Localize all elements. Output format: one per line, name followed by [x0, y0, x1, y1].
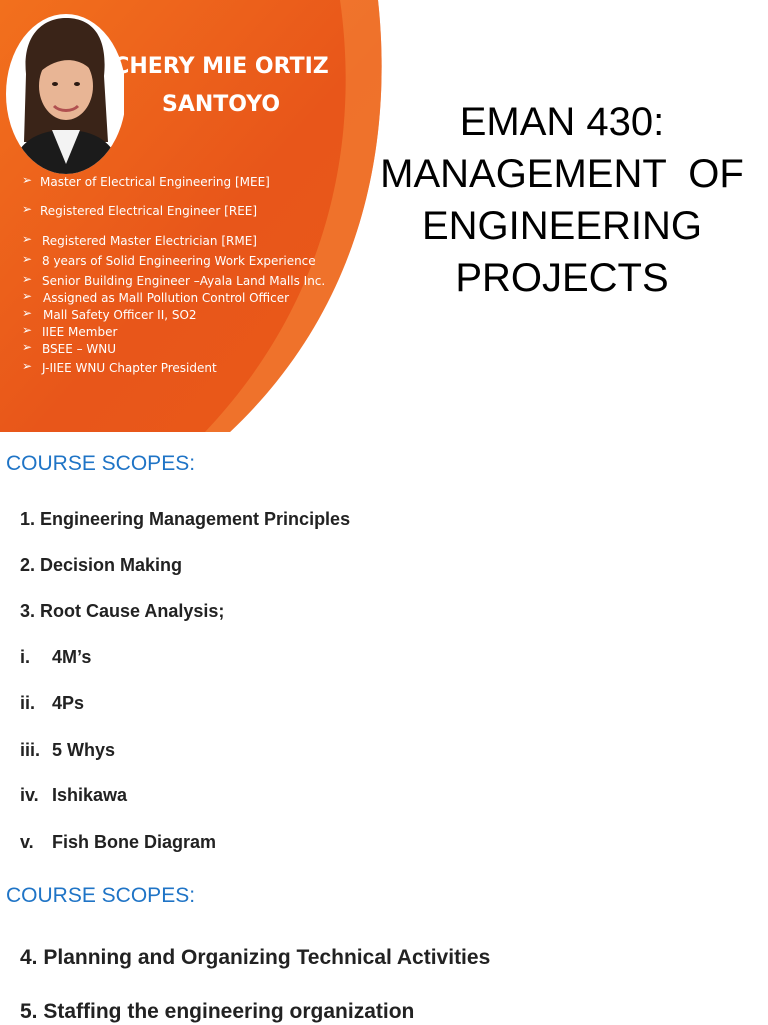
credential-text: Senior Building Engineer –Ayala Land Malls Inc.: [42, 274, 326, 288]
arrow-bullet-icon: ➢: [22, 323, 33, 337]
credential-text: Assigned as Mall Pollution Control Officer: [43, 291, 290, 305]
scope-item: 4. Planning and Organizing Technical Activities: [20, 946, 491, 969]
arrow-bullet-icon: ➢: [22, 252, 33, 266]
scope-item: 3. Root Cause Analysis;: [20, 601, 225, 621]
scope-item: 1. Engineering Management Principles: [20, 509, 351, 529]
credential-text: Registered Master Electrician [RME]: [42, 234, 257, 248]
title-slide: [0, 0, 768, 432]
credential-text: 8 years of Solid Engineering Work Experience: [42, 254, 316, 268]
sub-item-numeral: iii.: [20, 740, 41, 760]
credential-text: Master of Electrical Engineering [MEE]: [40, 175, 270, 189]
credential-text: IIEE Member: [42, 325, 118, 339]
arrow-bullet-icon: ➢: [22, 202, 33, 216]
sub-item-text: Fish Bone Diagram: [52, 832, 217, 852]
arrow-bullet-icon: ➢: [22, 289, 33, 303]
sub-item-numeral: v.: [20, 832, 34, 852]
credential-text: J-IIEE WNU Chapter President: [42, 361, 217, 375]
scope-item: 2. Decision Making: [20, 555, 183, 575]
presenter-name-line-1: CHERY MIE ORTIZ: [113, 54, 329, 79]
sub-item-numeral: iv.: [20, 785, 39, 805]
arrow-bullet-icon: ➢: [22, 272, 33, 286]
credential-text: Registered Electrical Engineer [REE]: [40, 204, 258, 218]
arrow-bullet-icon: ➢: [22, 232, 33, 246]
sub-item-numeral: i.: [20, 647, 31, 667]
sub-item-numeral: ii.: [20, 693, 36, 713]
scope-item: 5. Staffing the engineering organization: [20, 1000, 415, 1023]
sub-item-text: 4Ps: [52, 693, 85, 713]
course-title: [362, 96, 762, 304]
sub-item-text: 5 Whys: [52, 740, 116, 760]
course-scopes-heading: COURSE SCOPES:: [6, 884, 196, 907]
arrow-bullet-icon: ➢: [22, 359, 33, 373]
arrow-bullet-icon: ➢: [22, 306, 33, 320]
course-scopes-heading: COURSE SCOPES:: [6, 452, 196, 475]
arrow-bullet-icon: ➢: [22, 173, 33, 187]
course-title-line-2: MANAGEMENT OF: [380, 152, 744, 196]
arrow-bullet-icon: ➢: [22, 340, 33, 354]
course-title-line-1: EMAN 430:: [459, 100, 665, 144]
presenter-name: [96, 48, 346, 124]
sub-item-text: 4M’s: [52, 647, 92, 667]
sub-item-text: Ishikawa: [52, 785, 128, 805]
course-title-line-4: PROJECTS: [455, 256, 669, 300]
credential-text: Mall Safety Officer II, SO2: [43, 308, 197, 322]
course-title-line-3: ENGINEERING: [421, 204, 703, 248]
credential-text: BSEE – WNU: [42, 342, 117, 356]
presenter-name-line-2: SANTOYO: [161, 92, 281, 117]
